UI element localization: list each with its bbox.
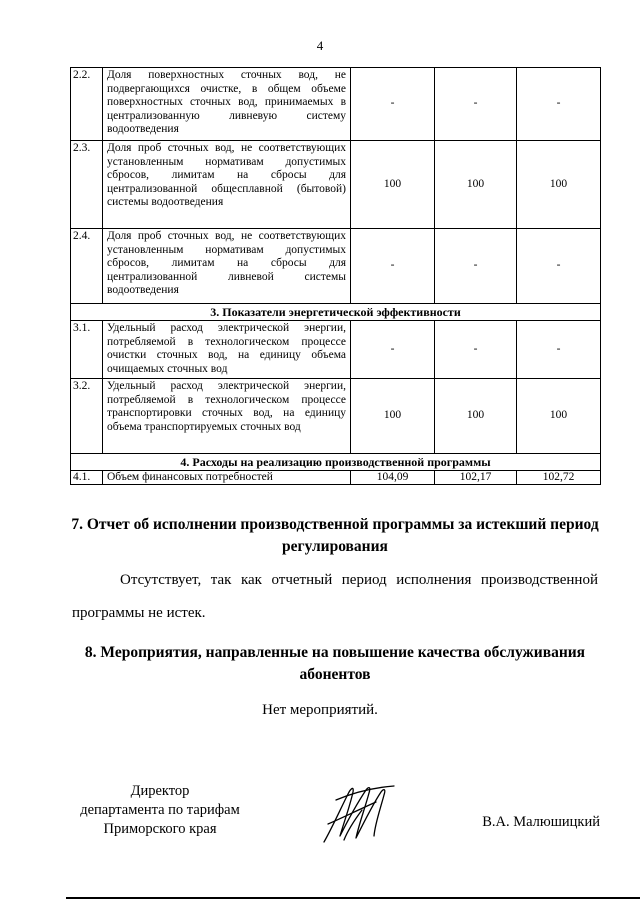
row-number: 2.2. (71, 68, 103, 141)
signatory-name: В.А. Малюшицкий (482, 814, 600, 830)
row-value-2: - (435, 68, 517, 141)
table-row (71, 471, 601, 485)
signatory-position-line: департамента по тарифам (80, 802, 240, 818)
row-value-2: - (435, 229, 517, 304)
page-bottom-rule (66, 897, 640, 899)
handwritten-signature (318, 780, 404, 850)
table-row (71, 68, 601, 141)
row-number: 2.4. (71, 229, 103, 304)
signatory-position-line: Директор (130, 783, 190, 799)
row-value-3: - (517, 321, 601, 379)
row-description: Доля проб сточных вод, не соответствующих установленным нормативам допустимых сбросов, лимитам на сбросы для централизованной ливневой системы водоотведения (103, 229, 351, 304)
page-number: 4 (316, 38, 324, 53)
table-section-row (71, 304, 601, 321)
row-value-1: 104,09 (351, 471, 435, 485)
row-value-2: 100 (435, 379, 517, 454)
section-title: 4. Расходы на реализацию производственной программы (71, 454, 601, 471)
signatory-position (60, 782, 260, 839)
row-value-1: - (351, 68, 435, 141)
row-number: 2.3. (71, 141, 103, 229)
row-number: 3.2. (71, 379, 103, 454)
row-description: Доля поверхностных сточных вод, не подвергающихся очистке, в общем объеме поверхностных сточных вод, принимаемых в централизованную ливневую систему водоотведения (103, 68, 351, 141)
row-number: 4.1. (71, 471, 103, 485)
row-value-3: 100 (517, 141, 601, 229)
table-section-row (71, 454, 601, 471)
section-7-text: Отсутствует, так как отчетный период исполнения производственной программы не истек. (72, 572, 598, 621)
row-description: Доля проб сточных вод, не соответствующих установленным нормативам допустимых сбросов, лимитам на сбросы для централизованной общесплавной (бытовой) системы водоотведения (103, 141, 351, 229)
row-description: Удельный расход электрической энергии, потребляемой в технологическом процессе транспортировки сточных вод, на единицу объема транспортируемых сточных вод (103, 379, 351, 454)
row-value-3: 102,72 (517, 471, 601, 485)
row-value-1: - (351, 321, 435, 379)
row-value-1: 100 (351, 141, 435, 229)
row-description: Объем финансовых потребностей (103, 471, 351, 485)
row-value-2: 100 (435, 141, 517, 229)
row-value-3: - (517, 229, 601, 304)
signatory-position-line: Приморского края (103, 821, 217, 837)
indicators-table (70, 67, 601, 485)
row-number: 3.1. (71, 321, 103, 379)
row-value-3: - (517, 68, 601, 141)
table-row (71, 229, 601, 304)
table-row (71, 379, 601, 454)
row-value-2: - (435, 321, 517, 379)
row-description: Удельный расход электрической энергии, потребляемой в технологическом процессе очистки сточных вод, на единицу объема очищаемых сточных вод (103, 321, 351, 379)
table-row (71, 321, 601, 379)
row-value-1: 100 (351, 379, 435, 454)
section-8-heading: 8. Мероприятия, направленные на повышение качества обслуживания абонентов (84, 644, 586, 683)
section-title: 3. Показатели энергетической эффективности (71, 304, 601, 321)
row-value-2: 102,17 (435, 471, 517, 485)
row-value-1: - (351, 229, 435, 304)
section-7-heading: 7. Отчет об исполнении производственной программы за истекший период регулирования (71, 516, 599, 555)
row-value-3: 100 (517, 379, 601, 454)
table-row (71, 141, 601, 229)
section-8-text: Нет мероприятий. (262, 702, 378, 718)
